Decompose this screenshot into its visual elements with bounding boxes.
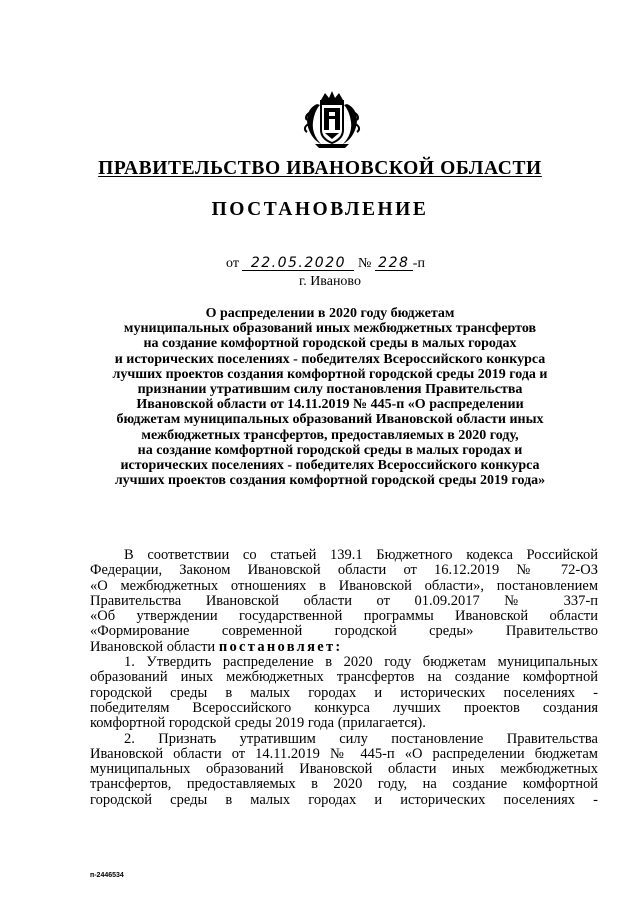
document-type: ПОСТАНОВЛЕНИЕ (211, 199, 429, 220)
title-line: межбюджетных трансфертов, предоставляемых в 2020 году, (141, 427, 519, 443)
body-line: трансфертов, предоставляемых в 2020 году, на создание комфортной (90, 776, 598, 793)
item-1-paragraph (90, 655, 598, 731)
footer-code: п-2446534 (90, 872, 124, 879)
body-line: муниципальных образований Ивановской области иных межбюджетных (90, 761, 598, 778)
resolution-body (90, 548, 598, 808)
body-line: городской среды в малых городах и исторических поселениях - (90, 684, 598, 701)
body-line: Ивановской области от 14.11.2019 № 445-п «О распределении бюджетам (90, 745, 598, 762)
body-line: 2. Признать утратившим силу постановление Правительства (124, 730, 598, 747)
title-line: лучших проектов создания комфортной городской среды 2019 года» (114, 473, 546, 489)
title-line: муниципальных образований иных межбюджетных трансфертов (123, 321, 537, 337)
number-sign: № (357, 256, 372, 271)
body-line: «Формирование современной городской среды» Правительство (90, 623, 598, 640)
body-line: победителям Всероссийского конкурса лучших проектов создания (90, 699, 598, 716)
preamble-paragraph (90, 548, 598, 655)
resolves-word: постановляет: (218, 638, 343, 655)
body-line: комфортной городской среды 2019 года (прилагается). (90, 715, 426, 732)
title-line: бюджетам муниципальных образований Ивановской области иных (116, 412, 544, 428)
number-suffix: -п (412, 256, 425, 271)
preamble-last-text: Ивановской области (90, 638, 216, 655)
body-line (90, 640, 598, 655)
title-line: Ивановской области от 14.11.2019 № 445-п «О распределении (136, 397, 524, 413)
title-line: признании утратившим силу постановления Правительства (137, 382, 523, 398)
title-line: лучших проектов создания комфортной городской среды 2019 года и (112, 366, 548, 382)
body-line: 1. Утвердить распределение в 2020 году бюджетам муниципальных (124, 654, 598, 671)
item-2-paragraph (90, 732, 598, 808)
body-line: образований иных межбюджетных трансфертов на создание комфортной (90, 669, 598, 686)
body-line: «О межбюджетных отношениях в Ивановской области», постановлением (90, 577, 598, 594)
organization-title: ПРАВИТЕЛЬСТВО ИВАНОВСКОЙ ОБЛАСТИ (98, 158, 542, 179)
date-prefix: от (226, 256, 239, 271)
body-line: городской среды в малых городах и исторических поселениях - (90, 791, 598, 808)
body-line: «Об утверждении государственной программы Ивановской области (90, 608, 598, 625)
date-number-line (226, 256, 425, 272)
city: г. Иваново (299, 274, 361, 289)
title-line: исторических поселениях - победителях Всероссийского конкурса (120, 458, 540, 474)
coat-of-arms-icon (303, 90, 361, 150)
body-line: В соответствии со статьей 139.1 Бюджетного кодекса Российской (124, 547, 598, 563)
handwritten-number: 228 (375, 257, 413, 271)
title-line: О распределении в 2020 году бюджетам (205, 306, 455, 321)
handwritten-date: 22.05.2020 (242, 257, 354, 271)
title-line: на создание комфортной городской среды в малых городах (143, 336, 517, 352)
title-line: на создание комфортной городской среды в малых городах и (137, 442, 523, 458)
body-line: Федерации, Законом Ивановской области от 16.12.2019 № 72-ОЗ (90, 562, 598, 579)
body-line: Правительства Ивановской области от 01.09.2017 № 337-п (90, 592, 598, 609)
resolution-title (80, 306, 580, 488)
title-line: и исторических поселениях - победителях Всероссийского конкурса (114, 351, 546, 367)
